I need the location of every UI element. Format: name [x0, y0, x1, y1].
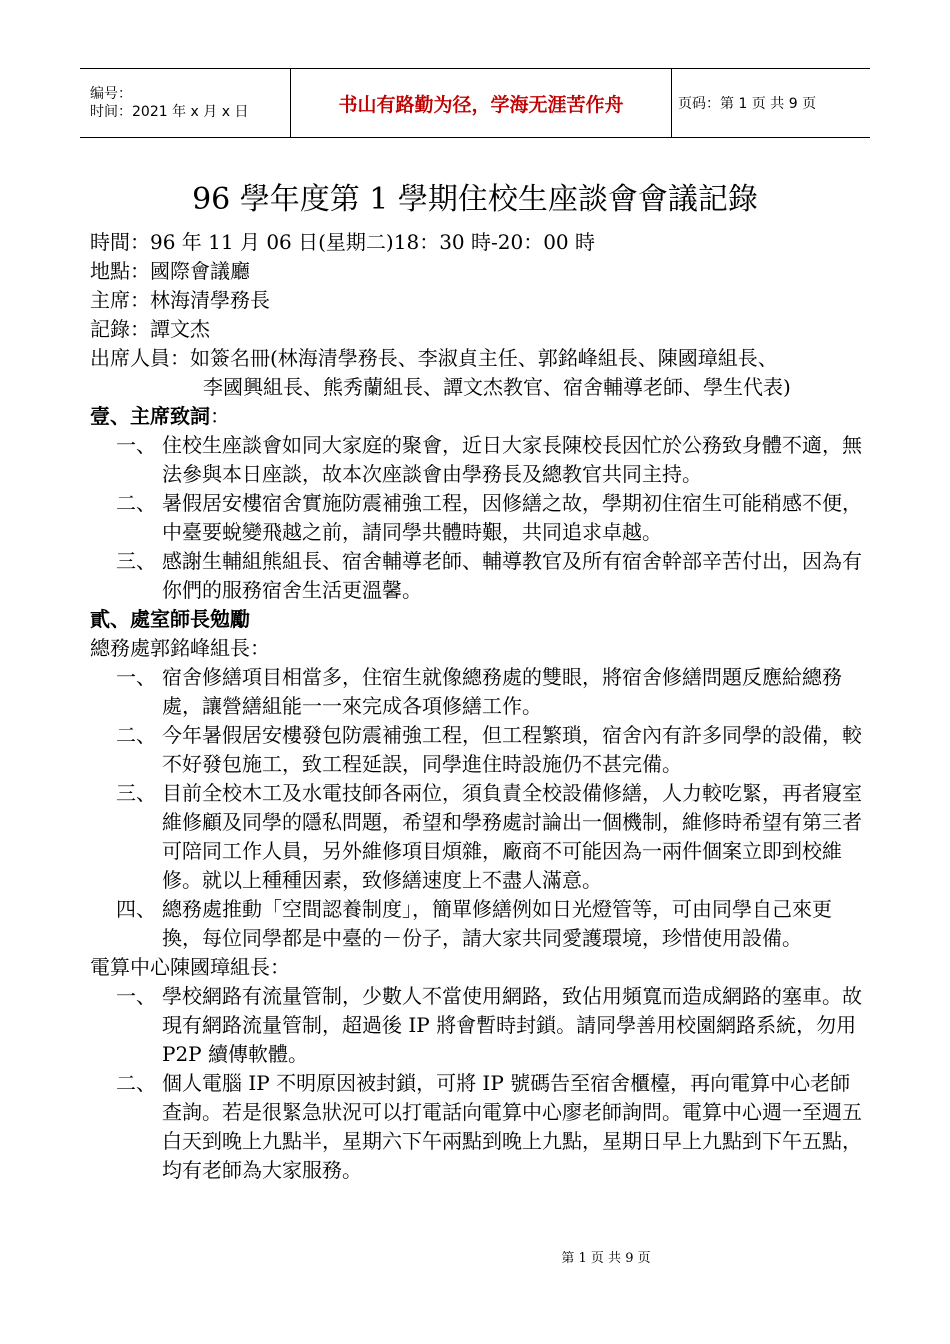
meeting-recorder: 記錄：譚文杰 — [90, 317, 210, 341]
list-item-number: 一、 — [116, 984, 156, 1008]
list-item-text: 宿舍修繕項目相當多，住宿生就像總務處的雙眼，將宿舍修繕問題反應給總務處，讓營繕組能一一來完成各項修繕工作。 — [162, 665, 842, 718]
list-item-number: 二、 — [116, 491, 156, 515]
list-item-text: 個人電腦 IP 不明原因被封鎖，可將 IP 號碼告至宿舍櫃檯，再向電算中心老師查詢。若是很緊急狀況可以打電話向電算中心廖老師詢問。電算中心週一至週五白天到晚上九點半，星期六下午兩點到晚上九點，星期日早上九點到下午五點，均有老師為大家服務。 — [162, 1071, 862, 1182]
document-number-label: 编号： — [90, 86, 132, 102]
list-item-number: 二、 — [116, 723, 156, 747]
list-item-number: 三、 — [116, 549, 156, 573]
list-item — [90, 1069, 870, 1185]
list-item-number: 四、 — [116, 897, 156, 921]
meeting-chair: 主席：林海清學務長 — [90, 288, 270, 312]
list-item — [90, 547, 870, 605]
meeting-time: 時間：96 年 11 月 06 日(星期二)18：30 時-20：00 時 — [90, 230, 596, 254]
document-body — [90, 228, 870, 1185]
page-header-table — [80, 68, 870, 138]
page-footer-text: 第 1 页 共 9 页 — [561, 1251, 651, 1266]
header-motto: 书山有路勤为径，学海无涯苦作舟 — [290, 69, 672, 137]
list-item — [90, 489, 870, 547]
list-item-number: 二、 — [116, 1071, 156, 1095]
section-1-heading-colon: ： — [210, 404, 230, 428]
section-1-heading-text: 壹、主席致詞 — [90, 404, 210, 428]
list-item-text: 暑假居安樓宿舍實施防震補強工程，因修繕之故，學期初住宿生可能稍感不便，中臺要蛻變飛越之前，請同學共體時艱，共同追求卓越。 — [162, 491, 862, 544]
list-item-text: 住校生座談會如同大家庭的聚會，近日大家長陳校長因忙於公務致身體不適，無法參與本日座談，故本次座談會由學務長及總教官共同主持。 — [162, 433, 862, 486]
list-item — [90, 721, 870, 779]
list-item-number: 一、 — [116, 665, 156, 689]
list-item-text: 總務處推動「空間認養制度」，簡單修繕例如日光燈管等，可由同學自己來更換，每位同學都是中臺的－份子，請大家共同愛護環境，珍惜使用設備。 — [162, 897, 832, 950]
list-item — [90, 663, 870, 721]
meeting-attendees-line-1: 出席人員：如簽名冊(林海清學務長、李淑貞主任、郭銘峰組長、陳國璋組長、 — [90, 346, 778, 370]
list-item — [90, 779, 870, 895]
header-page-label: 页码：第 1 页 共 9 页 — [678, 96, 817, 112]
list-item — [90, 982, 870, 1069]
speaker-general-affairs: 總務處郭銘峰組長： — [90, 636, 270, 660]
meeting-attendees-line-2: 李國興組長、熊秀蘭組長、譚文杰教官、宿舍輔導老師、學生代表) — [203, 375, 791, 399]
list-item-text: 學校網路有流量管制，少數人不當使用網路，致佔用頻寬而造成網路的塞車。故現有網路流量管制，超過後 IP 將會暫時封鎖。請同學善用校園網路系統，勿用 P2P 續傳軟體。 — [162, 984, 862, 1066]
list-item-text: 感謝生輔組熊組長、宿舍輔導老師、輔導教官及所有宿舍幹部辛苦付出，因為有你們的服務宿舍生活更溫馨。 — [162, 549, 862, 602]
list-item-number: 三、 — [116, 781, 156, 805]
list-item — [90, 895, 870, 953]
page-footer — [0, 1247, 950, 1266]
list-item-text: 目前全校木工及水電技師各兩位，須負責全校設備修繕，人力較吃緊，再者寢室維修顧及同學的隱私問題，希望和學務處討論出一個機制，維修時希望有第三者可陪同工作人員，另外維修項目煩雜，廠商不可能因為一兩件個案立即到校維修。就以上種種因素，致修繕速度上不盡人滿意。 — [162, 781, 862, 892]
section-2-heading: 貳、處室師長勉勵 — [90, 607, 250, 631]
list-item-number: 一、 — [116, 433, 156, 457]
document-title: 96 學年度第 1 學期住校生座談會會議記錄 — [192, 182, 758, 217]
list-item — [90, 431, 870, 489]
list-item-text: 今年暑假居安樓發包防震補強工程，但工程繁瑣，宿舍內有許多同學的設備，較不好發包施工，致工程延誤，同學進住時設施仍不甚完備。 — [162, 723, 862, 776]
meeting-place: 地點：國際會議廳 — [90, 259, 250, 283]
speaker-computer-center: 電算中心陳國璋組長： — [90, 955, 290, 979]
section-1-heading — [90, 402, 870, 431]
header-left-cell — [80, 69, 290, 137]
document-time-label: 时间：2021 年 x 月 x 日 — [90, 104, 249, 120]
